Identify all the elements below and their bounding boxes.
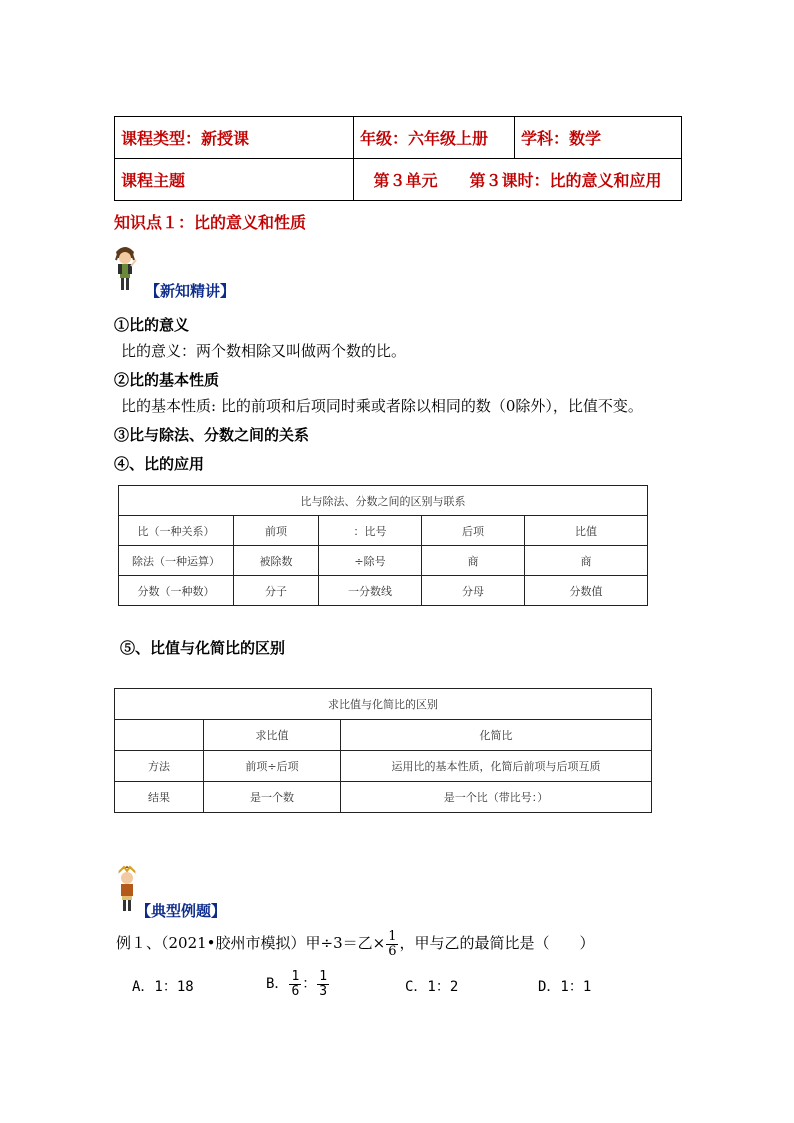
table-cell: 方法 — [115, 751, 204, 782]
table-cell — [115, 720, 204, 751]
option-b-separator: ： — [302, 976, 317, 992]
example-1-fraction — [386, 930, 398, 959]
example-1-suffix: ，甲与乙的最简比是（ ） — [399, 934, 595, 952]
table-cell: 分母 — [422, 576, 525, 606]
examples-label: 【典型例题】 — [136, 902, 227, 920]
example-1-prefix: 例１、（2021•胶州市模拟）甲÷3＝乙× — [116, 934, 386, 952]
fraction-denominator: 6 — [388, 943, 397, 959]
table-cell: 商 — [422, 546, 525, 576]
point-2-text: 比的基本性质: 比的前项和后项同时乘或者除以相同的数（0除外），比值不变。 — [121, 397, 643, 415]
table-cell: 被除数 — [234, 546, 319, 576]
table-cell: 比值 — [525, 516, 648, 546]
ratio-division-fraction-table — [118, 485, 648, 606]
table-cell: 分数（一种数） — [119, 576, 234, 606]
new-knowledge-label: 【新知精讲】 — [145, 282, 236, 300]
option-b-fraction-1 — [289, 970, 301, 999]
table-cell: ：比号 — [319, 516, 422, 546]
option-b — [266, 968, 330, 1000]
table-cell: 结果 — [115, 782, 204, 813]
table-cell: 求比值 — [204, 720, 341, 751]
point-4-title: ④、比的应用 — [114, 455, 205, 473]
topic-label: 课程主题 — [115, 159, 354, 201]
option-d: D．1：1 — [538, 979, 592, 995]
table-cell: 一分数线 — [319, 576, 422, 606]
table-cell: 是一个数 — [204, 782, 341, 813]
table-cell: 前项÷后项 — [204, 751, 341, 782]
table-cell: 是一个比（带比号：） — [341, 782, 652, 813]
fraction-denominator: 3 — [319, 983, 328, 999]
knowledge-point-heading: 知识点１：比的意义和性质 — [114, 213, 307, 232]
table-cell: 后项 — [422, 516, 525, 546]
table-cell: 化简比 — [341, 720, 652, 751]
topic: 第３单元 第３课时：比的意义和应用 — [354, 159, 682, 201]
table-cell: 商 — [525, 546, 648, 576]
point-3-title: ③比与除法、分数之间的关系 — [114, 426, 310, 444]
table1-caption: 比与除法、分数之间的区别与联系 — [119, 486, 648, 516]
table-cell: 比（一种关系） — [119, 516, 234, 546]
option-a: A．1：18 — [132, 979, 194, 995]
subject: 学科：数学 — [515, 117, 682, 159]
table-cell: 除法（一种运算） — [119, 546, 234, 576]
fraction-numerator: 1 — [388, 928, 397, 944]
example-1-question — [116, 928, 595, 959]
fraction-numerator: 1 — [291, 968, 300, 984]
table-cell: 分数值 — [525, 576, 648, 606]
ratio-vs-simplify-table — [114, 688, 652, 813]
table-cell: 前项 — [234, 516, 319, 546]
table-cell: 分子 — [234, 576, 319, 606]
option-c: C．1：2 — [405, 979, 459, 995]
point-1-title: ①比的意义 — [114, 316, 190, 334]
point-5-title: ⑤、比值与化简比的区别 — [120, 639, 286, 657]
option-b-label: B． — [266, 976, 289, 992]
point-2-title: ②比的基本性质 — [114, 371, 220, 389]
option-b-fraction-2 — [317, 970, 329, 999]
fraction-numerator: 1 — [319, 968, 328, 984]
grade: 年级：六年级上册 — [354, 117, 515, 159]
cartoon-boy-icon — [112, 244, 138, 294]
table-cell: 运用比的基本性质，化简后前项与后项互质 — [341, 751, 652, 782]
table-cell: ÷除号 — [319, 546, 422, 576]
point-1-text: 比的意义：两个数相除又叫做两个数的比。 — [121, 342, 407, 360]
fraction-denominator: 6 — [291, 983, 300, 999]
course-type: 课程类型：新授课 — [115, 117, 354, 159]
course-header-table — [114, 116, 682, 201]
table2-caption: 求比值与化简比的区别 — [115, 689, 652, 720]
